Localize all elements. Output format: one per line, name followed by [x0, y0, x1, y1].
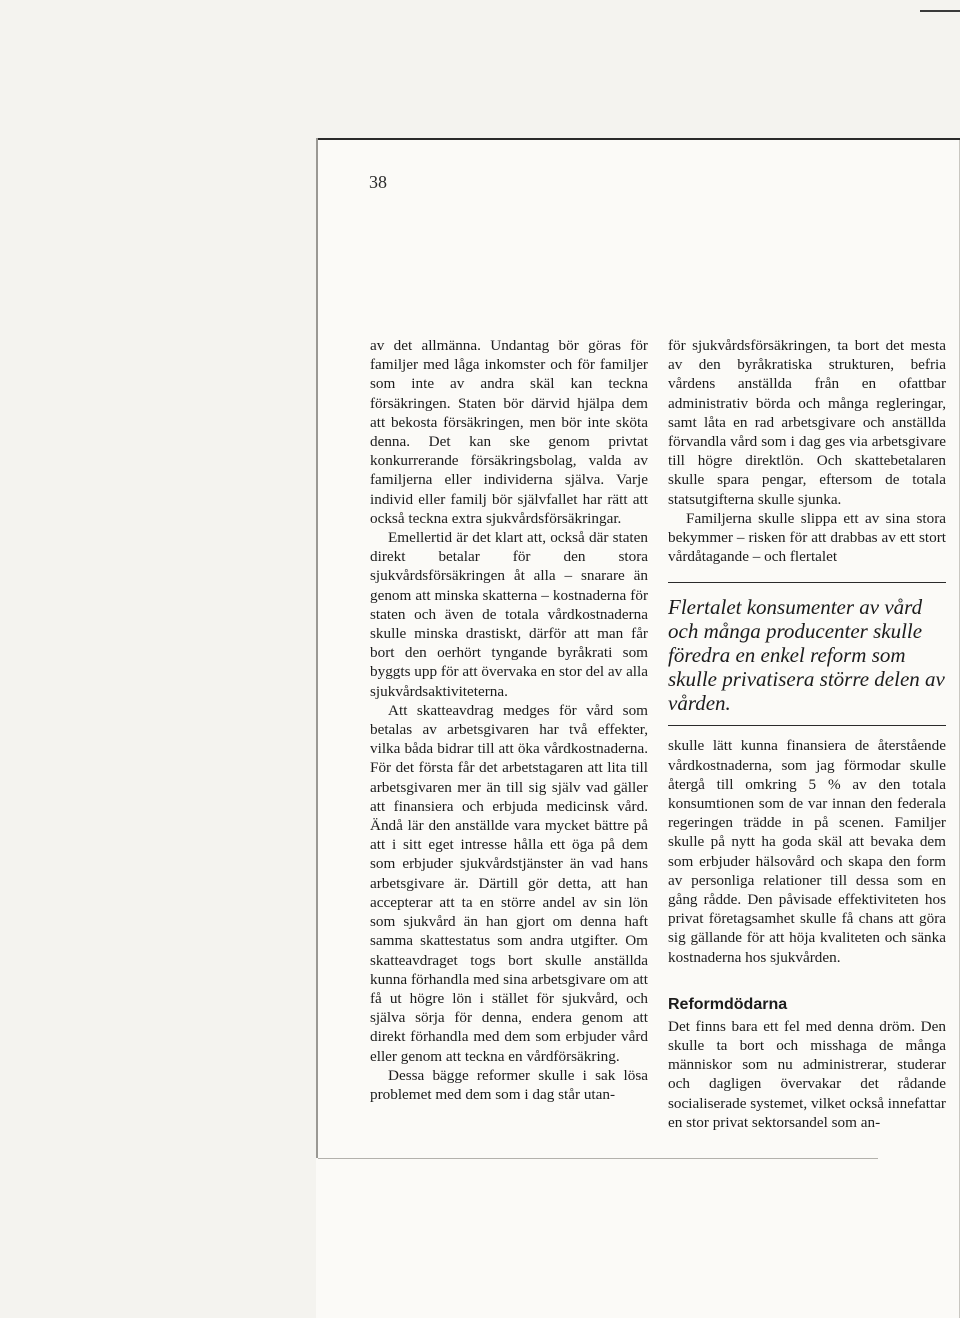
paragraph: Att skatteavdrag medges för vård som betalas av arbetsgivaren har två effekter, vilka båda bidrar till att öka vårdkostnaderna. För det första får det arbetstagaren att lita till arbetsgivaren mer än till sig själv vad gäller att finansiera och erbjuda medicinsk vård. Ändå lär den anställde vara mycket bättre på att i sitt eget intresse hålla ett öga på dem som erbjuder sjukvårdstjänster än vad hans arbetsgivare är. Därtill gör detta, att han accepterar att ta en större andel av sin lön som sjukvård än han gjort om denna haft samma skattestatus som andra utgifter. Om skatteavdraget togs bort skulle anställda kunna förhandla med sina arbetsgivare om att få ut högre lön i stället för sjukvård, och själva sörja för denna, endera genom att direkt förhandla med dem som erbjuder vård eller genom att teckna en vårdförsäkring.: [370, 701, 648, 1065]
paragraph: Emellertid är det klart att, också där staten direkt betalar för den stora sjukvårdsförsäkringen åt alla – snarare än genom att minska skatterna – kostnaderna för staten och även de totala vårdkostnaderna skulle minska drastiskt, därför att man får bort den oerhört tyngande byråkrati som byggts upp för att övervaka en stor del av alla sjukvårdsaktiviteterna.: [370, 529, 648, 700]
paragraph: för sjukvårdsförsäkringen, ta bort det mesta av den byråkratiska strukturen, befria vårdens anställda från en ofattbar administrativ börda och många regleringar, samt låta en rad arbetsgivare och anställda förvandla vård som i dag ges via arbetsgivare till högre direktlön. Och skattebetalaren skulle spara pengar, eftersom de totala statsutgifterna skulle sjunka.: [668, 337, 946, 508]
paragraph: Det finns bara ett fel med denna dröm. Den skulle ta bort och misshaga de många människor som nu administrerar, studerar och dagligen övervakar det rådande socialiserade systemet, vilket också innefattar en stor privat sektorsandel som an-: [668, 1017, 946, 1131]
page-left-edge: [316, 138, 318, 1158]
page-number: 38: [369, 172, 387, 192]
paragraph: Dessa bägge reformer skulle i sak lösa problemet med dem som i dag står utan-: [370, 1066, 648, 1103]
paragraph: Familjerna skulle slippa ett av sina stora bekymmer – risken för att drabbas av ett stort vårdåtagande – och flertalet: [668, 509, 946, 566]
paragraph: skulle lätt kunna finansiera de återstående vårdkostnaderna, som jag förmodar skulle återgå till omkring 5 % av den totala konsumtionen som de var innan den federala regeringen trädde in på scenen. Familjer skulle på nytt ha goda skäl att bevaka dem som erbjuder hälsovård och skapa den form av personliga relationer till dessa som en gång rådde. Den påvisade effektiviteten hos privat företagsamhet skulle få chans att göra sig gällande för att höja kvaliteten och sänka kostnaderna hos sjukvården.: [668, 737, 946, 966]
paragraph: av det allmänna. Undantag bör göras för familjer med låga inkomster och för familjer som inte av andra skäl kan teckna försäkringen. Staten bör därvid hjälpa dem att bekosta försäkringen, men bör inte sköta denna. Det kan ske genom privtat konkurrerande försäkringsbolag, valda av familjerna eller individerna själva. Varje individ eller familj bör självfallet har rätt att också teckna extra sjukvårdsförsäkringar.: [370, 337, 648, 527]
right-text-column: [668, 336, 946, 1132]
pull-quote: Flertalet konsumenter av vård och många producenter skulle föredra en enkel reform som skulle privatisera större delen av vården.: [668, 582, 946, 726]
page-bottom-edge: [318, 1158, 878, 1159]
page-top-edge: [316, 138, 960, 140]
left-text-column: [370, 336, 648, 1104]
section-heading: Reformdödarna: [668, 995, 788, 1013]
scan-corner-mark: [920, 10, 960, 12]
